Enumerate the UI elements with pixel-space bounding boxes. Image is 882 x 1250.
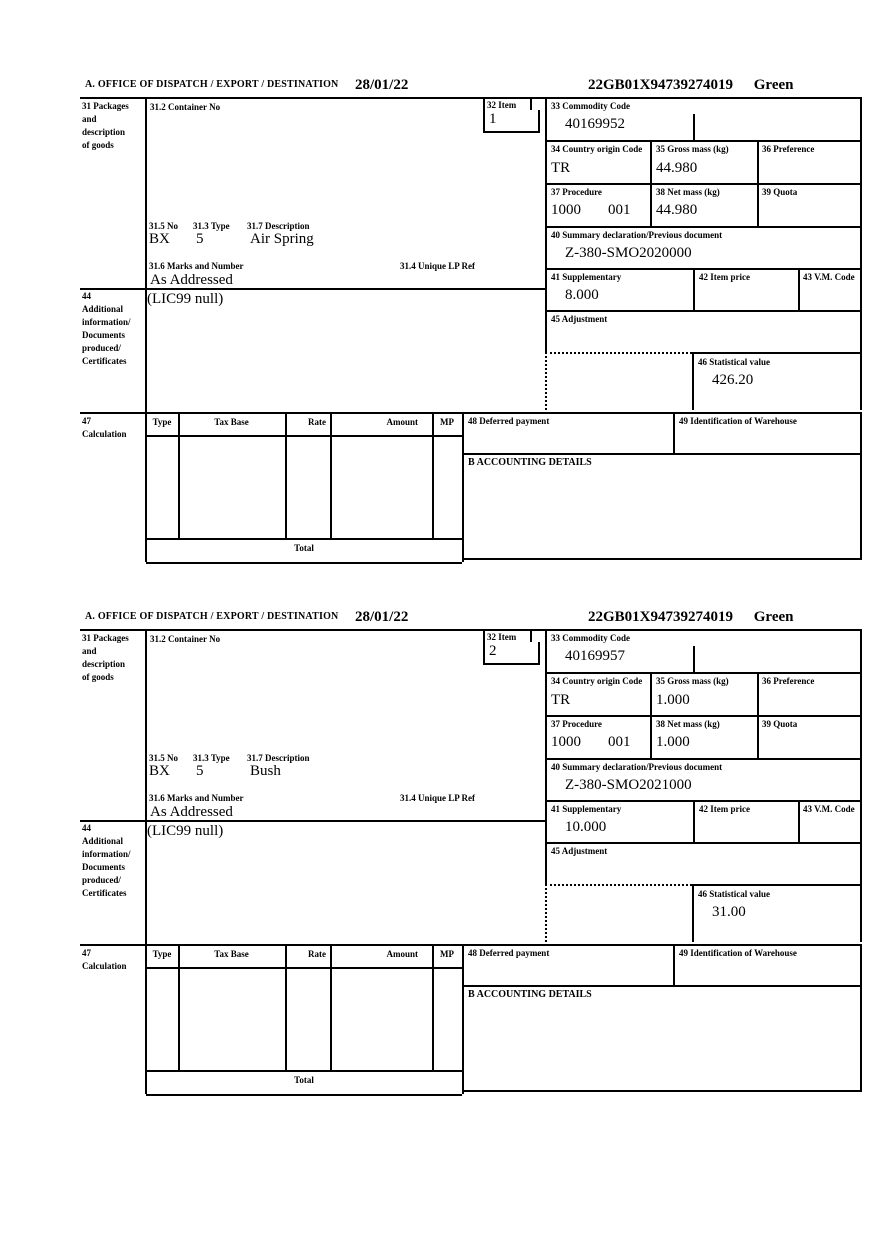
dotted-divider bbox=[545, 352, 692, 354]
unique-lp-ref-label: 31.4 Unique LP Ref bbox=[400, 793, 476, 803]
divider bbox=[80, 629, 862, 631]
divider bbox=[757, 672, 759, 758]
divider bbox=[693, 800, 695, 842]
table-divider bbox=[432, 945, 434, 1070]
item-label: 32 Item bbox=[487, 100, 517, 110]
packages-type-label: 31.3 Type bbox=[193, 221, 230, 231]
packages-no-label: 31.5 No bbox=[149, 221, 178, 231]
item-price-label: 42 Item price bbox=[699, 804, 750, 814]
divider bbox=[692, 884, 694, 942]
summary-declaration-value: Z-380-SMO2020000 bbox=[565, 245, 692, 261]
deferred-payment-label: 48 Deferred payment bbox=[468, 416, 550, 426]
column-header-rate: Rate bbox=[308, 417, 326, 427]
commodity-code-label: 33 Commodity Code bbox=[551, 633, 630, 643]
quota-label: 39 Quota bbox=[762, 719, 798, 729]
gross-mass-value: 44.980 bbox=[656, 160, 698, 176]
divider bbox=[692, 352, 694, 410]
accounting-details-label: B ACCOUNTING DETAILS bbox=[468, 457, 592, 468]
vm-code-label: 43 V.M. Code bbox=[803, 804, 855, 814]
divider bbox=[693, 268, 695, 310]
column-header-rate: Rate bbox=[308, 949, 326, 959]
dispatch-date-value: 28/01/22 bbox=[355, 609, 409, 625]
country-origin-label: 34 Country origin Code bbox=[551, 676, 643, 686]
divider bbox=[80, 944, 862, 946]
item-box-border bbox=[538, 110, 540, 133]
routing-status-value: Green bbox=[753, 77, 794, 93]
item-label: 32 Item bbox=[487, 632, 517, 642]
divider bbox=[545, 629, 547, 884]
dotted-divider bbox=[545, 352, 547, 410]
procedure-value: 1000 bbox=[551, 202, 581, 218]
divider bbox=[673, 945, 675, 985]
procedure-label: 37 Procedure bbox=[551, 719, 602, 729]
total-row-label: Total bbox=[294, 543, 314, 553]
packages-no-value: BX bbox=[149, 231, 170, 247]
table-divider bbox=[178, 945, 180, 1070]
packages-type-label: 31.3 Type bbox=[193, 753, 230, 763]
routing-status-value: Green bbox=[753, 609, 794, 625]
accounting-details-label: B ACCOUNTING DETAILS bbox=[468, 989, 592, 1000]
item-box-border bbox=[483, 97, 485, 133]
packages-type-value: 5 bbox=[196, 231, 204, 247]
office-of-dispatch-label: A. OFFICE OF DISPATCH / EXPORT / DESTINATION bbox=[85, 79, 339, 90]
calculation-label: 47 Calculation bbox=[82, 416, 127, 439]
packages-no-value: BX bbox=[149, 763, 170, 779]
divider bbox=[80, 288, 545, 290]
container-no-label: 31.2 Container No bbox=[150, 634, 221, 644]
marks-and-number-value: As Addressed bbox=[150, 804, 233, 820]
table-divider bbox=[432, 413, 434, 538]
packages-description-label: 31 Packages and description of goods bbox=[82, 101, 129, 150]
total-row-label: Total bbox=[294, 1075, 314, 1085]
summary-declaration-label: 40 Summary declaration/Previous document bbox=[551, 230, 723, 240]
adjustment-label: 45 Adjustment bbox=[551, 846, 608, 856]
marks-and-number-label: 31.6 Marks and Number bbox=[149, 793, 244, 803]
divider bbox=[545, 310, 860, 312]
divider bbox=[860, 97, 862, 410]
column-header-amount: Amount bbox=[386, 417, 418, 427]
table-divider bbox=[146, 538, 462, 540]
identification-warehouse-label: 49 Identification of Warehouse bbox=[679, 416, 797, 426]
table-divider bbox=[330, 413, 332, 538]
item-number-value: 2 bbox=[489, 643, 497, 659]
commodity-code-divider bbox=[693, 114, 695, 140]
declaration-item-block bbox=[0, 608, 882, 1118]
column-header-mp: MP bbox=[440, 949, 454, 959]
divider bbox=[650, 672, 652, 758]
item-box-border bbox=[530, 97, 532, 110]
divider bbox=[545, 140, 860, 142]
net-mass-value: 1.000 bbox=[656, 734, 690, 750]
commodity-code-divider bbox=[693, 646, 695, 672]
vm-code-label: 43 V.M. Code bbox=[803, 272, 855, 282]
divider bbox=[798, 800, 800, 842]
description-label: 31.7 Description bbox=[247, 753, 310, 763]
divider bbox=[692, 884, 860, 886]
commodity-code-value: 40169952 bbox=[565, 116, 625, 132]
dispatch-date-value: 28/01/22 bbox=[355, 77, 409, 93]
divider bbox=[545, 672, 860, 674]
divider bbox=[462, 985, 862, 987]
packages-description-label: 31 Packages and description of goods bbox=[82, 633, 129, 682]
procedure-secondary-value: 001 bbox=[608, 202, 631, 218]
additional-information-label: 44 Additional information/ Documents produced/ Certificates bbox=[82, 291, 131, 366]
divider bbox=[798, 268, 800, 310]
divider bbox=[650, 140, 652, 226]
divider bbox=[545, 183, 860, 185]
table-divider bbox=[146, 562, 462, 564]
commodity-code-value: 40169957 bbox=[565, 648, 625, 664]
divider bbox=[462, 1090, 862, 1092]
divider bbox=[462, 453, 862, 455]
marks-and-number-label: 31.6 Marks and Number bbox=[149, 261, 244, 271]
divider bbox=[545, 97, 547, 352]
divider bbox=[860, 413, 862, 560]
divider bbox=[80, 820, 545, 822]
packages-type-value: 5 bbox=[196, 763, 204, 779]
procedure-secondary-value: 001 bbox=[608, 734, 631, 750]
preference-label: 36 Preference bbox=[762, 676, 815, 686]
table-divider bbox=[462, 945, 464, 1094]
quota-label: 39 Quota bbox=[762, 187, 798, 197]
item-box-border bbox=[538, 642, 540, 665]
description-label: 31.7 Description bbox=[247, 221, 310, 231]
summary-declaration-label: 40 Summary declaration/Previous document bbox=[551, 762, 723, 772]
divider bbox=[462, 558, 862, 560]
marks-and-number-value: As Addressed bbox=[150, 272, 233, 288]
table-divider bbox=[146, 967, 462, 969]
divider bbox=[757, 140, 759, 226]
procedure-label: 37 Procedure bbox=[551, 187, 602, 197]
divider bbox=[145, 629, 147, 1094]
procedure-value: 1000 bbox=[551, 734, 581, 750]
column-header-type: Type bbox=[152, 949, 172, 959]
divider bbox=[692, 352, 860, 354]
deferred-payment-label: 48 Deferred payment bbox=[468, 948, 550, 958]
divider bbox=[860, 945, 862, 1092]
additional-information-label: 44 Additional information/ Documents produced/ Certificates bbox=[82, 823, 131, 898]
additional-information-value: (LIC99 null) bbox=[147, 291, 224, 307]
preference-label: 36 Preference bbox=[762, 144, 815, 154]
table-divider bbox=[146, 1070, 462, 1072]
additional-information-value: (LIC99 null) bbox=[147, 823, 224, 839]
item-price-label: 42 Item price bbox=[699, 272, 750, 282]
identification-warehouse-label: 49 Identification of Warehouse bbox=[679, 948, 797, 958]
table-divider bbox=[178, 413, 180, 538]
goods-description-value: Air Spring bbox=[250, 231, 314, 247]
office-of-dispatch-label: A. OFFICE OF DISPATCH / EXPORT / DESTINATION bbox=[85, 611, 339, 622]
country-origin-label: 34 Country origin Code bbox=[551, 144, 643, 154]
divider bbox=[673, 413, 675, 453]
supplementary-label: 41 Supplementary bbox=[551, 804, 622, 814]
table-divider bbox=[146, 435, 462, 437]
commodity-code-label: 33 Commodity Code bbox=[551, 101, 630, 111]
divider bbox=[860, 629, 862, 942]
item-box-border bbox=[483, 663, 540, 665]
column-header-tax-base: Tax Base bbox=[214, 949, 249, 959]
gross-mass-value: 1.000 bbox=[656, 692, 690, 708]
item-number-value: 1 bbox=[489, 111, 497, 127]
goods-description-value: Bush bbox=[250, 763, 281, 779]
gross-mass-label: 35 Gross mass (kg) bbox=[656, 144, 729, 154]
divider bbox=[545, 226, 860, 228]
statistical-value-label: 46 Statistical value bbox=[698, 357, 770, 367]
reference-number-value: 22GB01X94739274019 bbox=[588, 609, 734, 625]
dotted-divider bbox=[545, 884, 692, 886]
table-divider bbox=[330, 945, 332, 1070]
column-header-type: Type bbox=[152, 417, 172, 427]
divider bbox=[80, 97, 862, 99]
column-header-tax-base: Tax Base bbox=[214, 417, 249, 427]
item-box-border bbox=[483, 629, 485, 665]
country-origin-value: TR bbox=[551, 160, 571, 176]
net-mass-value: 44.980 bbox=[656, 202, 698, 218]
table-divider bbox=[462, 413, 464, 562]
divider bbox=[145, 97, 147, 562]
statistical-value: 426.20 bbox=[712, 372, 754, 388]
table-divider bbox=[285, 945, 287, 1070]
calculation-label: 47 Calculation bbox=[82, 948, 127, 971]
divider bbox=[545, 715, 860, 717]
declaration-reference bbox=[588, 609, 793, 626]
divider bbox=[545, 268, 860, 270]
unique-lp-ref-label: 31.4 Unique LP Ref bbox=[400, 261, 476, 271]
item-box-border bbox=[483, 131, 540, 133]
declaration-reference bbox=[588, 77, 793, 94]
table-divider bbox=[146, 1094, 462, 1096]
statistical-value-label: 46 Statistical value bbox=[698, 889, 770, 899]
packages-no-label: 31.5 No bbox=[149, 753, 178, 763]
net-mass-label: 38 Net mass (kg) bbox=[656, 719, 720, 729]
container-no-label: 31.2 Container No bbox=[150, 102, 221, 112]
table-divider bbox=[285, 413, 287, 538]
statistical-value: 31.00 bbox=[712, 904, 746, 920]
gross-mass-label: 35 Gross mass (kg) bbox=[656, 676, 729, 686]
net-mass-label: 38 Net mass (kg) bbox=[656, 187, 720, 197]
dotted-divider bbox=[545, 884, 547, 942]
column-header-amount: Amount bbox=[386, 949, 418, 959]
divider bbox=[545, 758, 860, 760]
country-origin-value: TR bbox=[551, 692, 571, 708]
supplementary-value: 10.000 bbox=[565, 819, 607, 835]
summary-declaration-value: Z-380-SMO2021000 bbox=[565, 777, 692, 793]
column-header-mp: MP bbox=[440, 417, 454, 427]
divider bbox=[545, 842, 860, 844]
divider bbox=[80, 412, 862, 414]
supplementary-value: 8.000 bbox=[565, 287, 599, 303]
declaration-item-block bbox=[0, 76, 882, 586]
reference-number-value: 22GB01X94739274019 bbox=[588, 77, 734, 93]
adjustment-label: 45 Adjustment bbox=[551, 314, 608, 324]
divider bbox=[545, 800, 860, 802]
supplementary-label: 41 Supplementary bbox=[551, 272, 622, 282]
item-box-border bbox=[530, 629, 532, 642]
